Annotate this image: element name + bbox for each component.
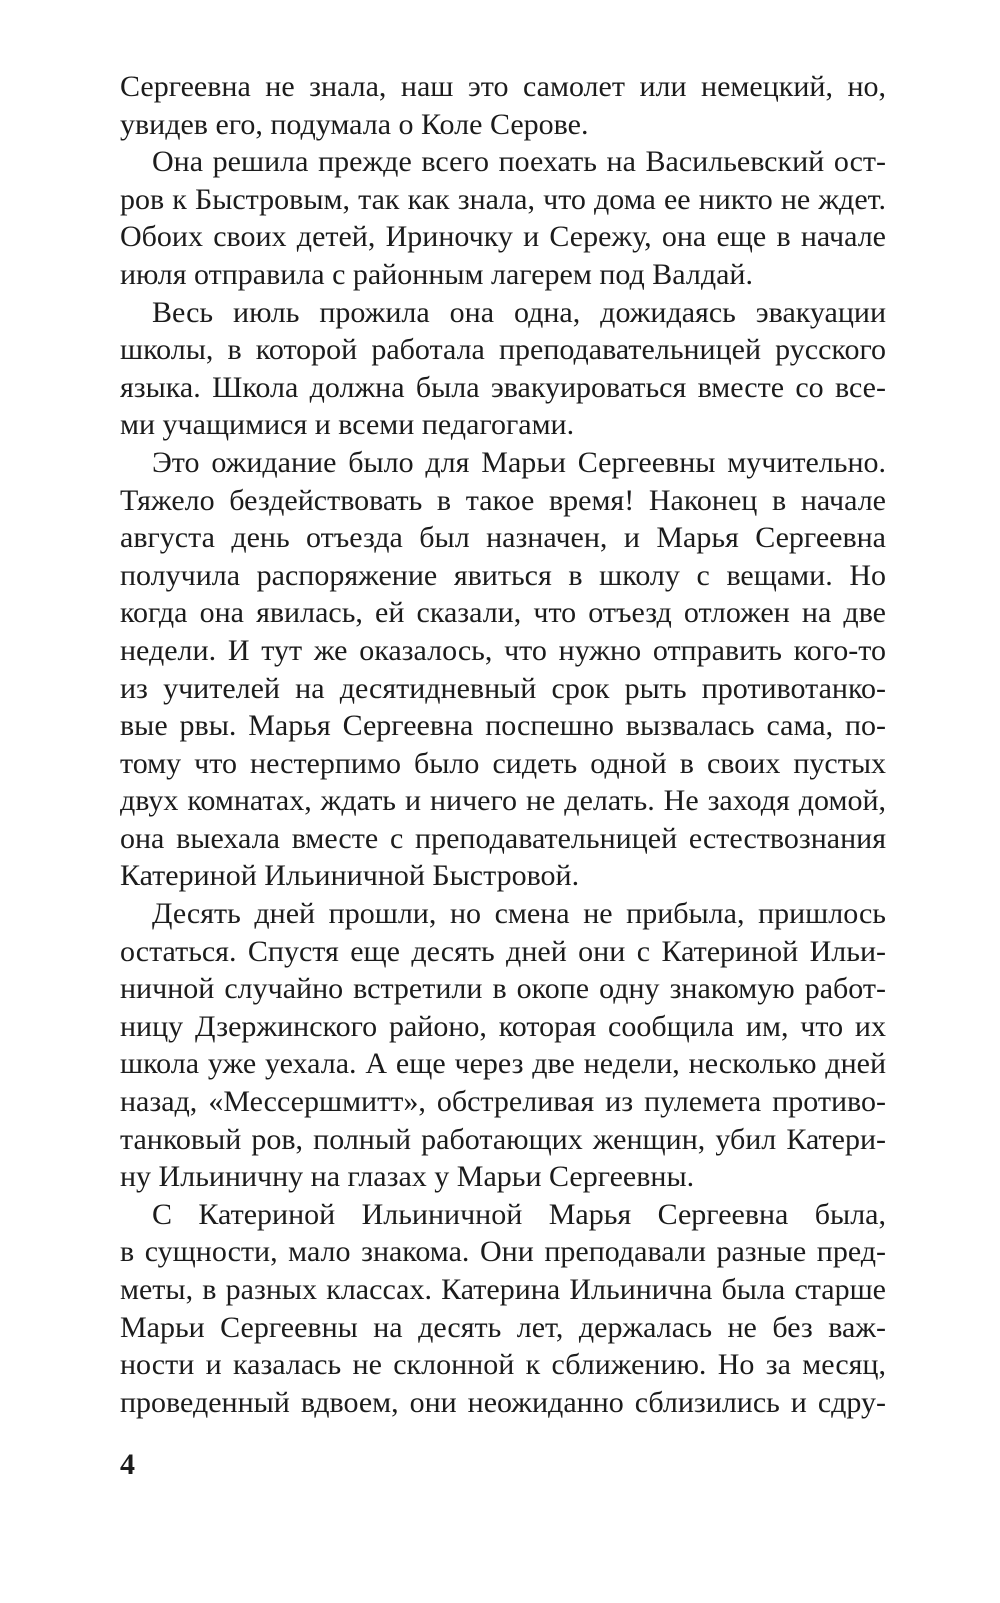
text-line: ности и казалась не склонной к сближению. Но за месяц, xyxy=(120,1348,886,1382)
text-line: вые рвы. Марья Сергеевна поспешно вызвалась сама, по- xyxy=(120,709,886,743)
book-page xyxy=(120,68,886,1528)
text-line: из учителей на десятидневный срок рыть противотанко- xyxy=(120,671,886,705)
text-line: С Катериной Ильиничной Марья Сергеевна была, xyxy=(152,1197,886,1231)
text-line: июля отправила с районным лагерем под Валдай. xyxy=(120,257,753,291)
paragraph xyxy=(120,444,886,895)
text-line: увидев его, подумала о Коле Серове. xyxy=(120,107,589,141)
text-line: в сущности, мало знакома. Они преподавали разные пред- xyxy=(120,1235,886,1269)
text-line: танковый ров, полный работающих женщин, убил Катери- xyxy=(120,1122,886,1156)
text-line: проведенный вдвоем, они неожиданно сблизились и сдру- xyxy=(120,1385,886,1419)
text-line: Она решила прежде всего поехать на Васильевский ост- xyxy=(152,145,886,179)
text-line: Тяжело бездействовать в такое время! Наконец в начале xyxy=(120,483,886,517)
paragraph xyxy=(120,294,886,444)
text-line: двух комнатах, ждать и ничего не делать. Не заходя домой, xyxy=(120,784,886,818)
text-line: меты, в разных классах. Катерина Ильинична была старше xyxy=(120,1273,886,1306)
text-line: языка. Школа должна была эвакуироваться вместе со все- xyxy=(120,370,886,404)
paragraph xyxy=(120,68,886,143)
paragraph xyxy=(120,1196,886,1422)
text-line: школа уже уехала. А еще через две недели, несколько дней xyxy=(120,1047,886,1081)
text-line: тому что нестерпимо было сидеть одной в своих пустых xyxy=(120,746,886,780)
text-line: назад, «Мессершмитт», обстреливая из пулемета противо- xyxy=(120,1085,886,1119)
text-line: ну Ильиничну на глазах у Марьи Сергеевны. xyxy=(120,1160,695,1194)
text-line: остаться. Спустя еще десять дней они с Катериной Ильи- xyxy=(120,934,886,968)
paragraph xyxy=(120,895,886,1196)
text-line: августа день отъезда был назначен, и Марья Сергеевна xyxy=(120,521,886,555)
text-line: ми учащимися и всеми педагогами. xyxy=(120,408,575,442)
text-line: Весь июль прожила она одна, дожидаясь эвакуации xyxy=(152,295,886,329)
text-line: ничной случайно встретили в окопе одну знакомую работ- xyxy=(120,972,886,1006)
text-line: Марьи Сергеевны на десять лет, держалась не без важ- xyxy=(120,1310,886,1344)
text-line: Десять дней прошли, но смена не прибыла, пришлось xyxy=(152,897,886,931)
text-line: Катериной Ильиничной Быстровой. xyxy=(120,859,580,893)
text-line: недели. И тут же оказалось, что нужно отправить кого-то xyxy=(120,633,886,667)
text-line: ницу Дзержинского районо, которая сообщила им, что их xyxy=(120,1009,886,1043)
text-line: Это ожидание было для Марьи Сергеевны мучительно. xyxy=(152,445,886,479)
page-number: 4 xyxy=(120,1448,135,1481)
text-line: Обоих своих детей, Ириночку и Сережу, она еще в начале xyxy=(120,220,886,254)
text-line: она выехала вместе с преподавательницей естествознания xyxy=(120,821,886,855)
text-line: когда она явилась, ей сказали, что отъезд отложен на две xyxy=(120,596,886,630)
paragraph xyxy=(120,143,886,293)
text-line: Сергеевна не знала, наш это самолет или немецкий, но, xyxy=(120,70,886,103)
text-line: получила распоряжение явиться в школу с вещами. Но xyxy=(120,558,886,592)
text-line: школы, в которой работала преподавательницей русского xyxy=(120,333,886,367)
text-line: ров к Быстровым, так как знала, что дома ее никто не ждет. xyxy=(120,182,886,216)
